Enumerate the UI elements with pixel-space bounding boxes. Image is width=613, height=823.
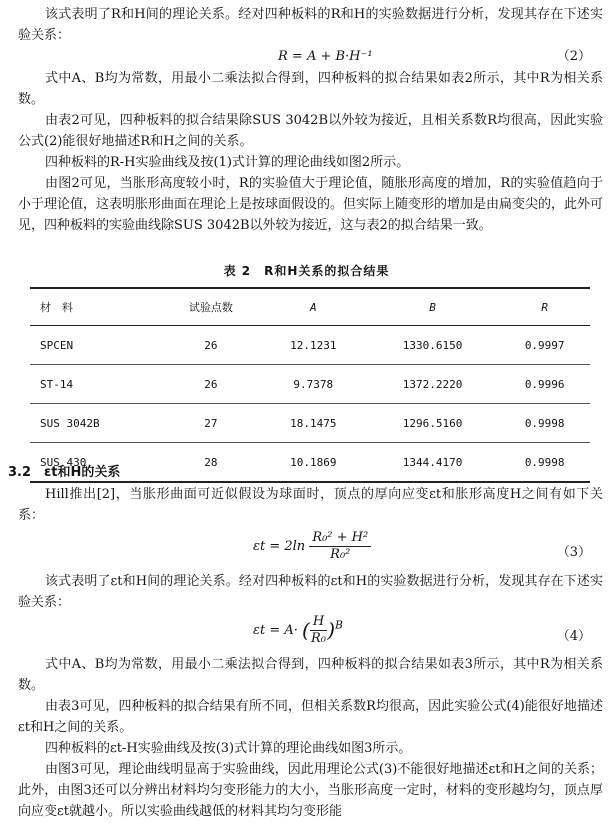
paragraph-hill: Hill推出[2]，当胀形曲面可近似假设为球面时，顶点的厚向应变εt和胀形高度H之间有如下关系：	[18, 487, 603, 523]
equation-3-fraction	[309, 530, 371, 563]
cell-points: 26	[161, 365, 261, 404]
cell-material: SUS 3042B	[30, 404, 161, 443]
equation-3-lhs: εt = 2ln	[253, 539, 306, 554]
cell-b: 1296.5160	[366, 404, 500, 443]
header-b: B	[366, 288, 500, 326]
paragraph-table2-discussion: 由表2可见，四种板料的拟合结果除SUS 3042B以外较为接近，且相关系数R均很高，因此实验公式(2)能很好地描述R和H之间的关系。	[18, 113, 603, 149]
paragraph-r-h-theory: 该式表明了R和H间的理论关系。经对四种板料的R和H的实验数据进行分析，发现其存在下述实验关系：	[18, 7, 603, 43]
header-test-points: 试验点数	[161, 288, 261, 326]
cell-a: 12.1231	[261, 326, 366, 365]
equation-4-fraction	[310, 614, 327, 647]
fit-results-table	[30, 287, 590, 483]
header-material: 材 料	[30, 288, 161, 326]
paragraph-figure2-discussion: 由图2可见，当胀形高度较小时，R的实验值大于理论值，随胀形高度的增加，R的实验值趋向于小于理论值，这表明胀形曲面在理论上是按球面假设的。但实际上随变形的增加是由扁变尖的，此外可见，四种板料的实验曲线除SUS 3042B以外较为接近，这与表2的拟合结果一致。	[18, 176, 604, 233]
paragraph-table3-constants: 式中A、B均为常数，用最小二乘法拟合得到，四种板料的拟合结果如表3所示，其中R为相关系数。	[18, 657, 603, 693]
cell-material: ST-14	[30, 365, 161, 404]
equation-3-formula	[253, 530, 371, 563]
equation-4-exponent: B	[335, 618, 343, 632]
header-r: R	[499, 288, 590, 326]
cell-points: 27	[161, 404, 261, 443]
cell-material: SPCEN	[30, 326, 161, 365]
section-heading: 3.2 εt和H的关系	[8, 465, 121, 480]
cell-r: 0.9996	[499, 365, 590, 404]
cell-a: 18.1475	[261, 404, 366, 443]
paragraph-figure2-ref: 四种板料的R-H实验曲线及按(1)式计算的理论曲线如图2所示。	[45, 155, 410, 170]
equation-4-number: （4）	[556, 629, 591, 644]
equation-3	[18, 530, 603, 574]
equation-4-numerator: H	[310, 614, 327, 631]
cell-r: 0.9998	[499, 404, 590, 443]
cell-material: SUS 430	[30, 443, 161, 483]
table-row	[30, 365, 590, 404]
equation-2-formula: R = A + B·H⁻¹	[278, 49, 373, 64]
equation-4-lhs: εt = A·	[253, 623, 298, 638]
equation-2	[18, 46, 603, 70]
table-header-row	[30, 288, 590, 326]
cell-b: 1372.2220	[366, 365, 500, 404]
paragraph-constants-ab: 式中A、B均为常数，用最小二乘法拟合得到，四种板料的拟合结果如表2所示，其中R为相关系数。	[18, 71, 603, 107]
cell-b: 1344.4170	[366, 443, 500, 483]
equation-3-numerator: R₀² + H²	[309, 530, 371, 547]
paragraph-table3-discussion: 由表3可见，四种板料的拟合结果有所不同，但相关系数R均很高，因此实验公式(4)能很好地描述εt和H之间的关系。	[18, 699, 603, 735]
paragraph-figure3-ref: 四种板料的εt-H实验曲线及按(3)式计算的理论曲线如图3所示。	[45, 741, 412, 756]
paragraph-eq4-intro: 该式表明了εt和H间的理论关系。经对四种板料的εt和H的实验数据进行分析，发现其存在下述实验关系：	[18, 574, 603, 610]
equation-3-number: （3）	[556, 545, 591, 560]
cell-a: 10.1869	[261, 443, 366, 483]
equation-3-denominator: R₀²	[330, 547, 351, 562]
cell-points: 28	[161, 443, 261, 483]
cell-a: 9.7378	[261, 365, 366, 404]
table-row	[30, 404, 590, 443]
equation-4-formula: εt = A· ( $\frac{H}{\text{R₀}}$ )$^B$	[253, 614, 343, 646]
table-caption: 表 2 R和H关系的拟合结果	[223, 264, 390, 278]
cell-r: 0.9998	[499, 443, 590, 483]
paragraph-figure3-discussion: 由图3可见，理论曲线明显高于实验曲线，因此用理论公式(3)不能很好地描述εt和H之间的关系；此外，由图3还可以分辨出材料均匀变形能力的大小，当胀形高度一定时，材料的变形越均匀，顶点厚向应变εt就越小。所以实验曲线越低的材料其均匀变形能	[18, 762, 603, 819]
cell-points: 26	[161, 326, 261, 365]
cell-b: 1330.6150	[366, 326, 500, 365]
equation-4	[18, 614, 603, 658]
header-a: A	[261, 288, 366, 326]
table-row	[30, 326, 590, 365]
equation-4-denominator: R₀	[311, 631, 327, 646]
equation-2-number: （2）	[556, 49, 591, 64]
cell-r: 0.9997	[499, 326, 590, 365]
